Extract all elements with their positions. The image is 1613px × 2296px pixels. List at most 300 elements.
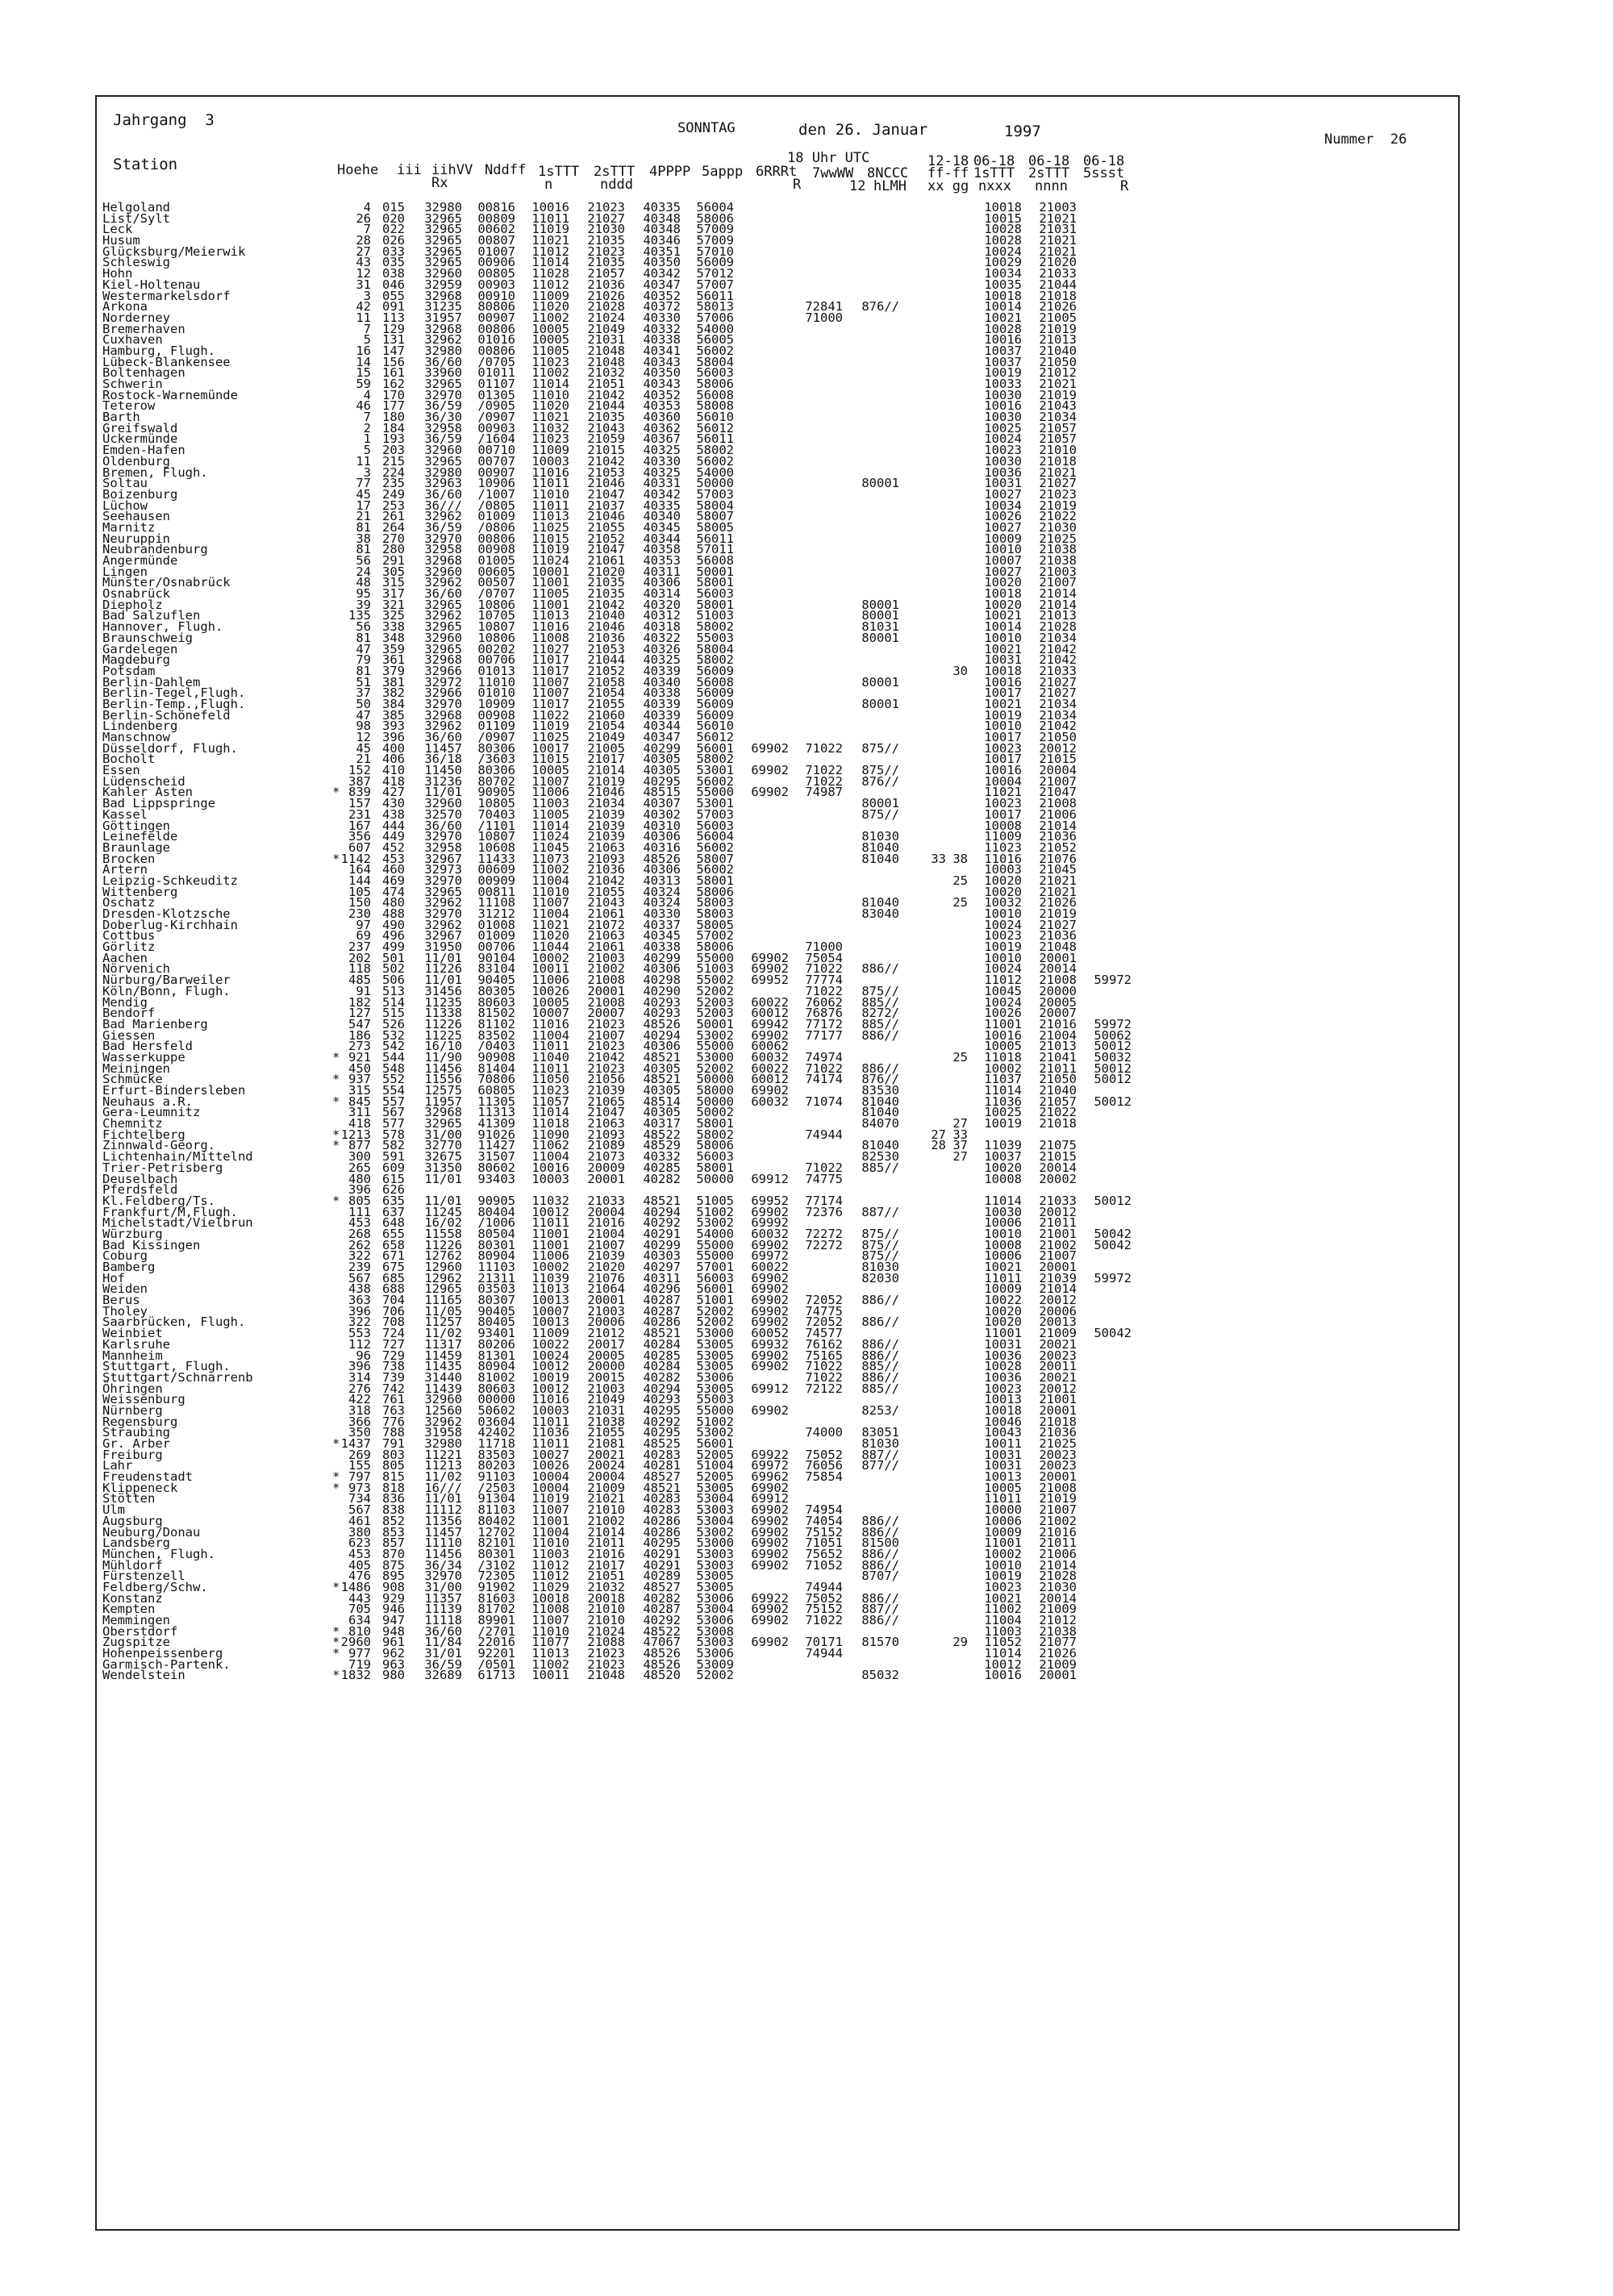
- cell-ttt1: 11001: [531, 597, 569, 612]
- cell-hoehe: 47: [356, 707, 371, 723]
- cell-hoehe: 11: [356, 310, 371, 325]
- cell-hoehe: 719: [348, 1656, 371, 1672]
- cell-iihvv: 32965: [424, 619, 462, 635]
- cell-ttt1: 11019: [531, 222, 569, 237]
- cell-hoehe: 350: [348, 1425, 371, 1440]
- cell-hoehe: 567: [348, 1502, 371, 1518]
- cell-pppp: 40330: [643, 906, 681, 921]
- cell-pppp: 40372: [643, 299, 681, 315]
- cell-ttt2: 21035: [587, 586, 625, 602]
- cell-iii: 291: [382, 553, 405, 568]
- cell-iihvv: 31957: [424, 310, 462, 325]
- cell-pppp: 48526: [643, 851, 681, 866]
- cell-nddff: 90908: [477, 1049, 515, 1065]
- cell-station: Berlin-Dahlem: [102, 674, 201, 690]
- cell-nccc: 876//: [861, 299, 899, 315]
- cell-station: Barth: [102, 410, 140, 425]
- cell-ttt2: 21063: [587, 928, 625, 944]
- cell-nddff: 81502: [477, 1006, 515, 1021]
- cell-ww: 71051: [805, 1536, 843, 1551]
- cell-nddff: 60805: [477, 1083, 515, 1098]
- cell-ttt1: 11045: [531, 840, 569, 855]
- cell-nccc: 886//: [861, 1524, 899, 1540]
- cell-ttt2: 21036: [587, 277, 625, 292]
- cell-appp: 58002: [696, 443, 734, 458]
- cell-hoehe: 797: [348, 1469, 371, 1485]
- cell-pppp: 40345: [643, 928, 681, 944]
- cell-t2: 21014: [1039, 586, 1077, 602]
- cell-hoehe: 269: [348, 1447, 371, 1462]
- cell-ttt2: 21063: [587, 1116, 625, 1131]
- cell-ttt2: 20017: [587, 1336, 625, 1352]
- cell-t2: 21026: [1039, 1646, 1077, 1661]
- cell-pppp: 40285: [643, 1160, 681, 1175]
- cell-pppp: 48527: [643, 1579, 681, 1594]
- cell-t1: 10031: [984, 652, 1022, 668]
- cell-appp: 57001: [696, 1260, 734, 1274]
- cell-appp: 56005: [696, 332, 734, 348]
- cell-sss: 50042: [1094, 1326, 1132, 1341]
- cell-iihvv: 36/59: [424, 398, 462, 414]
- cell-ttt2: 20004: [587, 1469, 625, 1485]
- cell-appp: 52005: [696, 1469, 734, 1485]
- cell-nddff: 81702: [477, 1602, 515, 1617]
- day-label: SONNTAG: [677, 120, 736, 136]
- cell-ww: 74987: [805, 785, 843, 800]
- cell-t2: 21019: [1039, 1491, 1077, 1506]
- cell-nccc: 83040: [861, 906, 899, 921]
- cell-ttt2: 21036: [587, 630, 625, 645]
- cell-ttt2: 21093: [587, 851, 625, 866]
- cell-station: Feldberg/Schw.: [102, 1579, 208, 1594]
- cell-appp: 51003: [696, 608, 734, 623]
- cell-nddff: 10906: [477, 476, 515, 491]
- cell-t1: 11003: [984, 1623, 1022, 1639]
- cell-iii: 469: [382, 873, 405, 888]
- cell-appp: 56002: [696, 773, 734, 789]
- cell-rrr: 60012: [751, 1006, 789, 1021]
- cell-ttt2: 21005: [587, 740, 625, 756]
- cell-ttt1: 11012: [531, 244, 569, 259]
- cell-rrr: 69902: [751, 950, 789, 965]
- cell-iii: 626: [382, 1182, 405, 1198]
- cell-station: Bremen, Flugh.: [102, 465, 208, 480]
- cell-iii: 460: [382, 862, 405, 877]
- cell-ttt2: 21004: [587, 1226, 625, 1241]
- cell-iii: 033: [382, 244, 405, 259]
- cell-ttt2: 21039: [587, 829, 625, 844]
- cell-iii: 438: [382, 806, 405, 822]
- cell-iii: 815: [382, 1469, 405, 1485]
- cell-iihvv: 11110: [424, 1536, 462, 1551]
- cell-nddff: 80206: [477, 1336, 515, 1352]
- cell-nccc: 876//: [861, 773, 899, 789]
- cell-ttt1: 11002: [531, 310, 569, 325]
- cell-nddff: 01010: [477, 685, 515, 701]
- cell-iii: 870: [382, 1546, 405, 1561]
- cell-t2: 21039: [1039, 1270, 1077, 1286]
- cell-pppp: 40284: [643, 1359, 681, 1374]
- cell-pppp: 40292: [643, 1613, 681, 1627]
- cell-pppp: 40293: [643, 994, 681, 1010]
- cell-star: *: [332, 851, 340, 866]
- cell-ttt1: 11011: [531, 498, 569, 513]
- cell-hoehe: 1: [363, 431, 371, 447]
- cell-station: Leinefelde: [102, 829, 178, 844]
- cell-t1: 10023: [984, 796, 1022, 811]
- cell-ttt1: 11002: [531, 1656, 569, 1672]
- cell-nccc: 886//: [861, 1315, 899, 1330]
- cell-t2: 21016: [1039, 1016, 1077, 1031]
- cell-station: Helgoland: [102, 200, 170, 215]
- cell-station: Weissenburg: [102, 1392, 185, 1407]
- cell-iihvv: 11245: [424, 1204, 462, 1219]
- cell-t2: 21008: [1039, 796, 1077, 811]
- cell-station: Berlin-Temp.,Flugh.: [102, 696, 246, 711]
- cell-nddff: 00807: [477, 233, 515, 248]
- cell-t1: 10030: [984, 387, 1022, 402]
- cell-iii: 035: [382, 255, 405, 270]
- cell-station: Nörvenich: [102, 961, 170, 977]
- cell-nccc: 886//: [861, 1546, 899, 1561]
- cell-t1: 10017: [984, 806, 1022, 822]
- col-station: Station: [113, 156, 178, 173]
- cell-pppp: 40339: [643, 707, 681, 723]
- cell-iii: 929: [382, 1590, 405, 1606]
- cell-iihvv: 36/60: [424, 486, 462, 502]
- cell-pppp: 48521: [643, 1326, 681, 1341]
- cell-ww: 74775: [805, 1303, 843, 1319]
- cell-appp: 56008: [696, 674, 734, 690]
- cell-nddff: 81103: [477, 1502, 515, 1518]
- cell-ttt2: 20006: [587, 1315, 625, 1330]
- cell-pppp: 40353: [643, 553, 681, 568]
- cell-t2: 21041: [1039, 1049, 1077, 1065]
- cell-nddff: 80307: [477, 1293, 515, 1308]
- cell-ttt1: 11025: [531, 519, 569, 535]
- cell-appp: 56012: [696, 730, 734, 744]
- cell-ttt2: 21042: [587, 597, 625, 612]
- cell-t1: 11036: [984, 1094, 1022, 1109]
- cell-appp: 58004: [696, 354, 734, 369]
- cell-t1: 10008: [984, 1237, 1022, 1252]
- cell-t2: 21019: [1039, 498, 1077, 513]
- cell-station: Osnabrück: [102, 586, 170, 602]
- cell-hoehe: 105: [348, 884, 371, 899]
- cell-nccc: 85032: [861, 1668, 899, 1683]
- cell-nddff: /1604: [477, 431, 515, 447]
- cell-ttt2: 21044: [587, 398, 625, 414]
- cell-hoehe: 14: [356, 354, 371, 369]
- cell-iii: 875: [382, 1557, 405, 1573]
- cell-appp: 51003: [696, 961, 734, 977]
- cell-t2: 21014: [1039, 1281, 1077, 1297]
- cell-iii: 162: [382, 377, 405, 391]
- cell-iihvv: 32965: [424, 377, 462, 391]
- cell-pppp: 40322: [643, 630, 681, 645]
- cell-hoehe: 734: [348, 1491, 371, 1506]
- cell-star: *: [332, 1668, 340, 1683]
- cell-pppp: 40339: [643, 696, 681, 711]
- cell-iihvv: 11257: [424, 1315, 462, 1330]
- cell-station: Husum: [102, 233, 140, 248]
- cell-ww: 74054: [805, 1513, 843, 1528]
- cell-ttt2: 21014: [587, 1524, 625, 1540]
- cell-ttt1: 11011: [531, 1414, 569, 1429]
- cell-appp: 50000: [696, 1072, 734, 1087]
- cell-t1: 10019: [984, 1569, 1022, 1584]
- cell-pppp: 48521: [643, 1049, 681, 1065]
- cell-t2: 20014: [1039, 1590, 1077, 1606]
- cell-hoehe: 37: [356, 685, 371, 701]
- cell-iihvv: 11235: [424, 994, 462, 1010]
- cell-ww: 74944: [805, 1646, 843, 1661]
- cell-ww: 76876: [805, 1006, 843, 1021]
- cell-nddff: 90104: [477, 950, 515, 965]
- cell-ttt2: 21055: [587, 1425, 625, 1440]
- cell-ttt2: 21032: [587, 1579, 625, 1594]
- cell-sss: 59972: [1094, 973, 1132, 988]
- cell-t2: 21057: [1039, 431, 1077, 447]
- cell-station: Oschatz: [102, 895, 156, 910]
- cell-t1: 10032: [984, 895, 1022, 910]
- cell-nddff: 50602: [477, 1402, 515, 1418]
- cell-iii: 184: [382, 420, 405, 435]
- cell-pppp: 40331: [643, 476, 681, 491]
- cell-appp: 58006: [696, 1138, 734, 1153]
- cell-rrr: 69902: [751, 1027, 789, 1043]
- cell-pppp: 40283: [643, 1491, 681, 1506]
- cell-ww: 77174: [805, 1193, 843, 1208]
- cell-pppp: 40292: [643, 1414, 681, 1429]
- cell-t1: 10045: [984, 983, 1022, 998]
- cell-nddff: 11433: [477, 851, 515, 866]
- cell-station: Bad Salzuflen: [102, 608, 201, 623]
- cell-station: Aachen: [102, 950, 148, 965]
- cell-ttt2: 21008: [587, 973, 625, 988]
- cell-station: Nürburg/Barweiler: [102, 973, 231, 988]
- cell-pppp: 40286: [643, 1524, 681, 1540]
- cell-hoehe: 1832: [340, 1668, 371, 1683]
- cell-ttt1: 11014: [531, 1105, 569, 1120]
- cell-nccc: 83530: [861, 1083, 899, 1098]
- cell-hoehe: 977: [348, 1646, 371, 1661]
- cell-t1: 10008: [984, 818, 1022, 833]
- cell-iihvv: 32980: [424, 465, 462, 480]
- col-ttt2-sub: nddd: [600, 177, 633, 193]
- cell-nccc: 8272/: [861, 1006, 899, 1021]
- cell-iii: 908: [382, 1579, 405, 1594]
- cell-t1: 10014: [984, 619, 1022, 635]
- cell-appp: 55000: [696, 1248, 734, 1264]
- cell-pppp: 40345: [643, 519, 681, 535]
- cell-appp: 58013: [696, 299, 734, 315]
- cell-ww: 71052: [805, 1557, 843, 1573]
- cell-ttt1: 11016: [531, 1392, 569, 1407]
- cell-hoehe: 16: [356, 343, 371, 358]
- cell-iii: 947: [382, 1613, 405, 1627]
- cell-nccc: 886//: [861, 1027, 899, 1043]
- cell-hoehe: 135: [348, 608, 371, 623]
- cell-station: Mendig: [102, 994, 148, 1010]
- cell-rrr: 69902: [751, 1613, 789, 1627]
- cell-hoehe: 356: [348, 829, 371, 844]
- cell-hoehe: 387: [348, 773, 371, 789]
- cell-ttt2: 21048: [587, 343, 625, 358]
- cell-pppp: 40347: [643, 730, 681, 744]
- cell-iihvv: 31350: [424, 1160, 462, 1175]
- col-rrr-sub: R: [793, 177, 802, 193]
- cell-t1: 10006: [984, 1513, 1022, 1528]
- cell-iihvv: 11/01: [424, 1491, 462, 1506]
- cell-iihvv: 31235: [424, 299, 462, 315]
- cell-pppp: 40287: [643, 1293, 681, 1308]
- cell-iihvv: 11226: [424, 1237, 462, 1252]
- cell-pppp: 48515: [643, 785, 681, 800]
- cell-nddff: 00903: [477, 420, 515, 435]
- cell-sss: 50062: [1094, 1027, 1132, 1043]
- cell-hoehe: 7: [363, 222, 371, 237]
- cell-pppp: 40305: [643, 1105, 681, 1120]
- cell-t1: 10009: [984, 1524, 1022, 1540]
- station-table: [102, 202, 1151, 1681]
- cell-t1: 10024: [984, 961, 1022, 977]
- cell-ttt1: 10016: [531, 200, 569, 215]
- cell-ttt2: 21061: [587, 906, 625, 921]
- cell-pppp: 40330: [643, 453, 681, 469]
- cell-ttt1: 11001: [531, 575, 569, 590]
- cell-ttt1: 11010: [531, 486, 569, 502]
- cell-nddff: 80404: [477, 1204, 515, 1219]
- cell-t1: 10006: [984, 1215, 1022, 1231]
- cell-nccc: 886//: [861, 1613, 899, 1627]
- cell-hoehe: 1437: [340, 1436, 371, 1451]
- cell-nddff: 82101: [477, 1536, 515, 1551]
- cell-hoehe: 268: [348, 1226, 371, 1241]
- cell-appp: 56004: [696, 200, 734, 215]
- cell-iihvv: 31236: [424, 773, 462, 789]
- cell-iihvv: 36/59: [424, 519, 462, 535]
- cell-ttt2: 21052: [587, 531, 625, 546]
- cell-rrr: 60022: [751, 1260, 789, 1274]
- cell-iii: 338: [382, 619, 405, 635]
- cell-nddff: /0707: [477, 586, 515, 602]
- cell-iihvv: 12762: [424, 1248, 462, 1264]
- cell-nddff: 00910: [477, 288, 515, 303]
- cell-t1: 10031: [984, 1336, 1022, 1352]
- cell-t1: 10036: [984, 1369, 1022, 1385]
- cell-hoehe: 273: [348, 1039, 371, 1054]
- cell-appp: 56001: [696, 740, 734, 756]
- cell-appp: 56003: [696, 365, 734, 381]
- cell-ttt2: 21017: [587, 1557, 625, 1573]
- cell-appp: 55003: [696, 630, 734, 645]
- cell-hoehe: 480: [348, 1171, 371, 1186]
- cell-ttt1: 11012: [531, 1569, 569, 1584]
- cell-appp: 50000: [696, 476, 734, 491]
- cell-hoehe: 56: [356, 619, 371, 635]
- cell-t2: 20007: [1039, 1006, 1077, 1021]
- cell-station: Freudenstadt: [102, 1469, 193, 1485]
- cell-ttt1: 11017: [531, 652, 569, 668]
- cell-pppp: 40287: [643, 1303, 681, 1319]
- cell-nccc: 82030: [861, 1270, 899, 1286]
- cell-iii: 727: [382, 1336, 405, 1352]
- col-t2: 06-18: [1028, 153, 1070, 169]
- cell-hoehe: 202: [348, 950, 371, 965]
- nummer-label: Nummer 26: [1324, 131, 1407, 148]
- cell-nddff: /0705: [477, 354, 515, 369]
- cell-ttt2: 21023: [587, 1039, 625, 1054]
- cell-iihvv: 32965: [424, 210, 462, 226]
- cell-appp: 56011: [696, 431, 734, 447]
- cell-ttt1: 11028: [531, 266, 569, 281]
- cell-hoehe: 2960: [340, 1635, 371, 1650]
- cell-iii: 156: [382, 354, 405, 369]
- cell-hoehe: 318: [348, 1402, 371, 1418]
- cell-t1: 11011: [984, 1270, 1022, 1286]
- cell-nddff: 80904: [477, 1248, 515, 1264]
- cell-station: Bad Marienberg: [102, 1016, 208, 1031]
- cell-ttt2: 21047: [587, 486, 625, 502]
- cell-ttt2: 21035: [587, 410, 625, 425]
- cell-ttt2: 21014: [587, 763, 625, 778]
- cell-iihvv: 32960: [424, 796, 462, 811]
- cell-appp: 58003: [696, 906, 734, 921]
- cell-t1: 10022: [984, 1293, 1022, 1308]
- cell-nddff: 01011: [477, 365, 515, 381]
- cell-ttt1: 10013: [531, 1293, 569, 1308]
- cell-iii: 315: [382, 575, 405, 590]
- cell-ttt1: 11006: [531, 785, 569, 800]
- cell-rrr: 69902: [751, 1635, 789, 1650]
- cell-ttt1: 11073: [531, 851, 569, 866]
- cell-iii: 857: [382, 1536, 405, 1551]
- cell-t1: 11016: [984, 851, 1022, 866]
- cell-t1: 10010: [984, 719, 1022, 734]
- cell-station: List/Sylt: [102, 210, 170, 226]
- cell-t2: 21014: [1039, 597, 1077, 612]
- cell-pppp: 40343: [643, 377, 681, 391]
- cell-ff1: 28: [931, 1138, 946, 1153]
- cell-iii: 379: [382, 663, 405, 678]
- cell-iihvv: 32675: [424, 1149, 462, 1165]
- cell-t2: 21021: [1039, 884, 1077, 899]
- cell-pppp: 40342: [643, 486, 681, 502]
- cell-ttt1: 11014: [531, 377, 569, 391]
- cell-pppp: 40335: [643, 498, 681, 513]
- cell-nddff: 80904: [477, 1359, 515, 1374]
- cell-station: Würzburg: [102, 1226, 163, 1241]
- cell-appp: 53005: [696, 1579, 734, 1594]
- cell-appp: 58005: [696, 519, 734, 535]
- cell-iii: 400: [382, 740, 405, 756]
- cell-t2: 21003: [1039, 564, 1077, 579]
- cell-t2: 21031: [1039, 222, 1077, 237]
- cell-ff2: 27: [952, 1116, 968, 1131]
- cell-iihvv: 32970: [424, 1569, 462, 1584]
- cell-station: Stuttgart/Schnarrenb: [102, 1369, 253, 1385]
- cell-iihvv: 32960: [424, 443, 462, 458]
- cell-iihvv: 32967: [424, 851, 462, 866]
- cell-iii: 261: [382, 509, 405, 524]
- cell-rrr: 69902: [751, 740, 789, 756]
- cell-nddff: 00908: [477, 542, 515, 557]
- cell-iihvv: 32963: [424, 476, 462, 491]
- cell-station: Schwerin: [102, 377, 163, 391]
- cell-iihvv: 32968: [424, 1105, 462, 1120]
- cell-iii: 410: [382, 763, 405, 778]
